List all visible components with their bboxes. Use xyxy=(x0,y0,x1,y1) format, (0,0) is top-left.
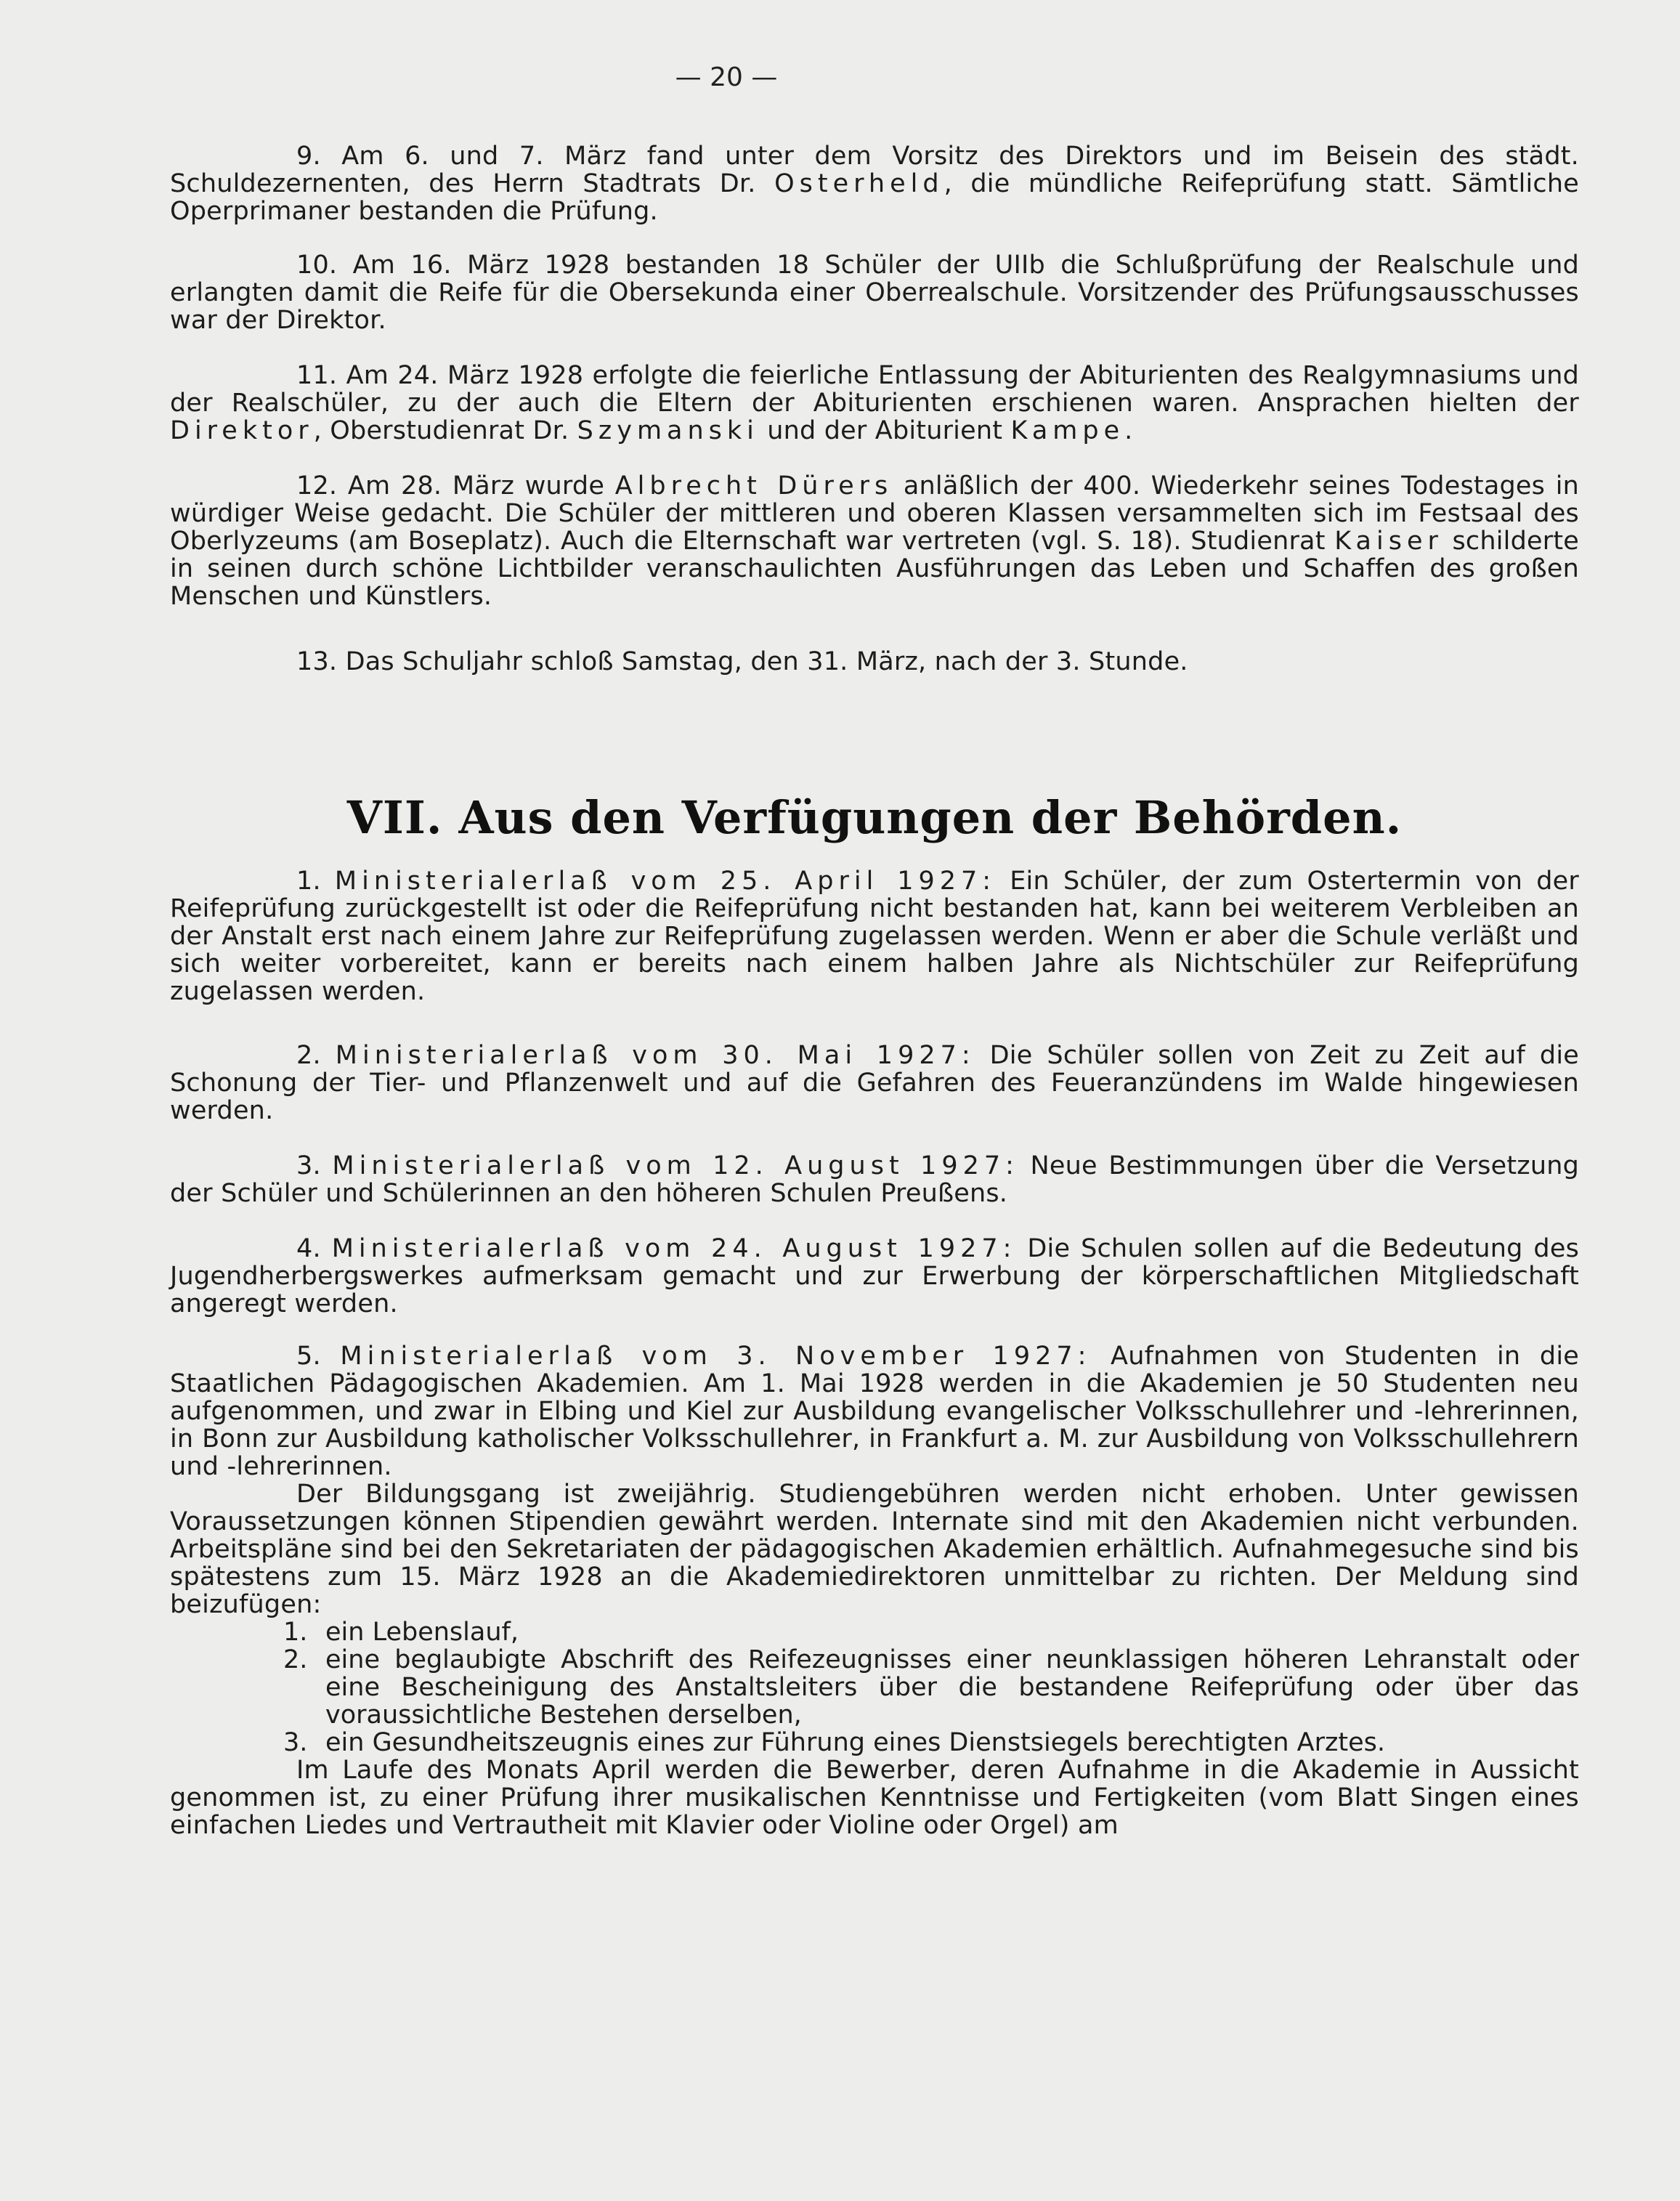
list-item-text: ein Gesundheitszeugnis eines zur Führung eines Dienstsiegels berechtigten Arztes. xyxy=(325,1728,1385,1757)
list-item xyxy=(170,1618,1579,1646)
decree-item-5 xyxy=(170,1342,1579,1839)
decree-text: Neue Bestimmungen über die Versetzung der Schüler und Schülerinnen an den höheren Schulen Preußens. xyxy=(170,1151,1580,1208)
decree-number: 4. xyxy=(296,1234,321,1263)
event-text: Am 16. März 1928 bestanden 18 Schüler der UIIb die Schlußprüfung der Realschule und erlangten damit die Reife für die Obersekunda einer Oberrealschule. Vorsitzender des Prüfungsausschusses war der Direktor. xyxy=(170,251,1580,335)
list-item-text: eine beglaubigte Abschrift des Reifezeugnisses einer neunklassigen höheren Lehranstalt oder eine Bescheinigung des Anstaltsleiters über die bestandene Reifeprüfung oder über das voraussichtliche Bestehen derselben, xyxy=(325,1645,1579,1730)
decree-label: Ministerialerlaß vom 12. August 1927: xyxy=(332,1151,1019,1180)
decree-text: Aufnahmen von Studenten in die Staatlichen Pädagogischen Akademien. Am 1. Mai 1928 werden in die Akademien je 50 Studenten neu aufgenommen, und zwar in Elbing und Kiel zur Ausbildung evangelischer Volksschullehrer und -lehrerinnen, in Bonn zur Ausbildung katholischer Volksschullehrer, in Frankfurt a. M. zur Ausbildung von Volksschullehrern und -lehrerinnen. xyxy=(170,1342,1579,1481)
decree-text: Ein Schüler, der zum Ostertermin von der Reifeprüfung zurückgestellt ist oder die Reifeprüfung nicht bestanden hat, kann bei weiterem Verbleiben an der Anstalt erst nach einem Jahre zur Reifeprüfung zugelassen werden. Wenn er aber die Schule verläßt und sich weiter vorbereitet, kann er bereits nach einem halben Jahre als Nichtschüler zur Reifeprüfung zugelassen werden. xyxy=(170,867,1580,1006)
decree-label: Ministerialerlaß vom 24. August 1927: xyxy=(331,1234,1017,1263)
requirements-list xyxy=(170,1618,1579,1756)
event-item-9 xyxy=(170,142,1579,225)
event-text: , Oberstudienrat Dr. xyxy=(313,416,577,445)
list-item-number: 3. xyxy=(283,1728,308,1757)
event-item-13 xyxy=(170,648,1579,676)
event-text: Am 24. März 1928 erfolgte die feierliche Entlassung der Abiturienten des Realgymnasiums und der Realschüler, zu der auch die Eltern der Abiturienten erschienen waren. Ansprachen hielten der xyxy=(170,361,1579,418)
decree-number: 2. xyxy=(296,1041,321,1070)
spaced-name: Kaiser xyxy=(1334,527,1443,556)
decree-label: Ministerialerlaß vom 30. Mai 1927: xyxy=(335,1041,975,1070)
list-item xyxy=(170,1729,1579,1756)
section-roman-numeral: VII. xyxy=(346,791,443,844)
event-item-12 xyxy=(170,472,1579,610)
decree-label: Ministerialerlaß vom 3. November 1927: xyxy=(340,1342,1092,1371)
decree-item-2 xyxy=(170,1042,1579,1124)
list-item-text: ein Lebenslauf, xyxy=(325,1618,519,1647)
spaced-name: Direktor xyxy=(170,416,314,445)
spaced-name: Albrecht Dürers xyxy=(614,471,893,500)
spaced-name: Kampe xyxy=(1010,416,1125,445)
decree-item-1 xyxy=(170,867,1579,1005)
event-text: und der Abiturient xyxy=(758,416,1011,445)
final-paragraph: Im Laufe des Monats April werden die Bewerber, deren Aufnahme in die Akademie in Aussicht genommen ist, zu einer Prüfung ihrer musikalischen Kenntnisse und Fertigkeiten (vom Blatt Singen eines einfachen Liedes und Vertrautheit mit Klavier oder Violine oder Orgel) am xyxy=(170,1756,1579,1840)
event-item-11 xyxy=(170,362,1579,445)
list-item xyxy=(170,1646,1579,1729)
event-text: Am 28. März wurde xyxy=(347,471,615,500)
list-item-number: 1. xyxy=(283,1618,308,1647)
decree-text: Die Schüler sollen von Zeit zu Zeit auf die Schonung der Tier- und Pflanzenwelt und auf die Gefahren des Feueranzündens im Walde hingewiesen werden. xyxy=(170,1041,1580,1125)
event-text: . xyxy=(1124,416,1133,445)
page-number: — 20 — xyxy=(675,62,778,92)
event-number: 13. xyxy=(296,647,338,676)
decree-item-3 xyxy=(170,1152,1579,1207)
event-number: 10. xyxy=(296,251,338,280)
decree-text: Die Schulen sollen auf die Bedeutung des Jugendherbergswerkes aufmerksam gemacht und zur Erwerbung der körperschaftlichen Mitgliedschaft angeregt werden. xyxy=(170,1234,1580,1318)
spaced-name: Szymanski xyxy=(577,416,759,445)
decree-item-4 xyxy=(170,1235,1579,1318)
event-text: anläßlich der 400. Wiederkehr seines Todestages in würdiger Weise gedacht. Die Schüler der mittleren und oberen Klassen versammelten sich im Festsaal des Oberlyzeums (am Boseplatz). Auch die Elternschaft war vertreten (vgl. S. 18). Studienrat xyxy=(170,471,1579,556)
decree-number: 3. xyxy=(296,1151,321,1180)
list-item-number: 2. xyxy=(283,1645,308,1674)
event-text: schilderte in seinen durch schöne Lichtbilder veranschaulichten Ausführungen das Leben und Schaffen des großen Menschen und Künstlers. xyxy=(170,527,1579,611)
decree-number: 1. xyxy=(296,867,321,896)
decree-number: 5. xyxy=(296,1342,321,1371)
section-title: Aus den Verfügungen der Behörden. xyxy=(458,791,1403,844)
event-text: Das Schuljahr schloß Samstag, den 31. März, nach der 3. Stunde. xyxy=(345,647,1188,676)
decree-label: Ministerialerlaß vom 25. April 1927: xyxy=(334,867,997,896)
event-text: , die mündliche Reifeprüfung statt. Sämtliche Operprimaner bestanden die Prüfung. xyxy=(170,169,1579,226)
section-heading xyxy=(170,789,1579,847)
event-number: 9. xyxy=(296,142,321,171)
event-item-10 xyxy=(170,251,1579,334)
event-number: 11. xyxy=(296,361,338,390)
event-number: 12. xyxy=(296,471,338,500)
event-text: Am 6. und 7. März fand unter dem Vorsitz des Direktors und im Beisein des städt. Schuldezernenten, des Herrn Stadtrats Dr. xyxy=(170,142,1579,198)
decree-5-continued: Der Bildungsgang ist zweijährig. Studiengebühren werden nicht erhoben. Unter gewissen Voraussetzungen können Stipendien gewährt werden. Internate sind mit den Akademien nicht verbunden. Arbeitspläne sind bei den Sekretariaten der pädagogischen Akademien erhältlich. Aufnahmegesuche sind bis spätestens zum 15. März 1928 an die Akademiedirektoren unmittelbar zu richten. Der Meldung sind beizufügen: xyxy=(170,1480,1579,1619)
spaced-name: Osterheld xyxy=(774,169,944,198)
